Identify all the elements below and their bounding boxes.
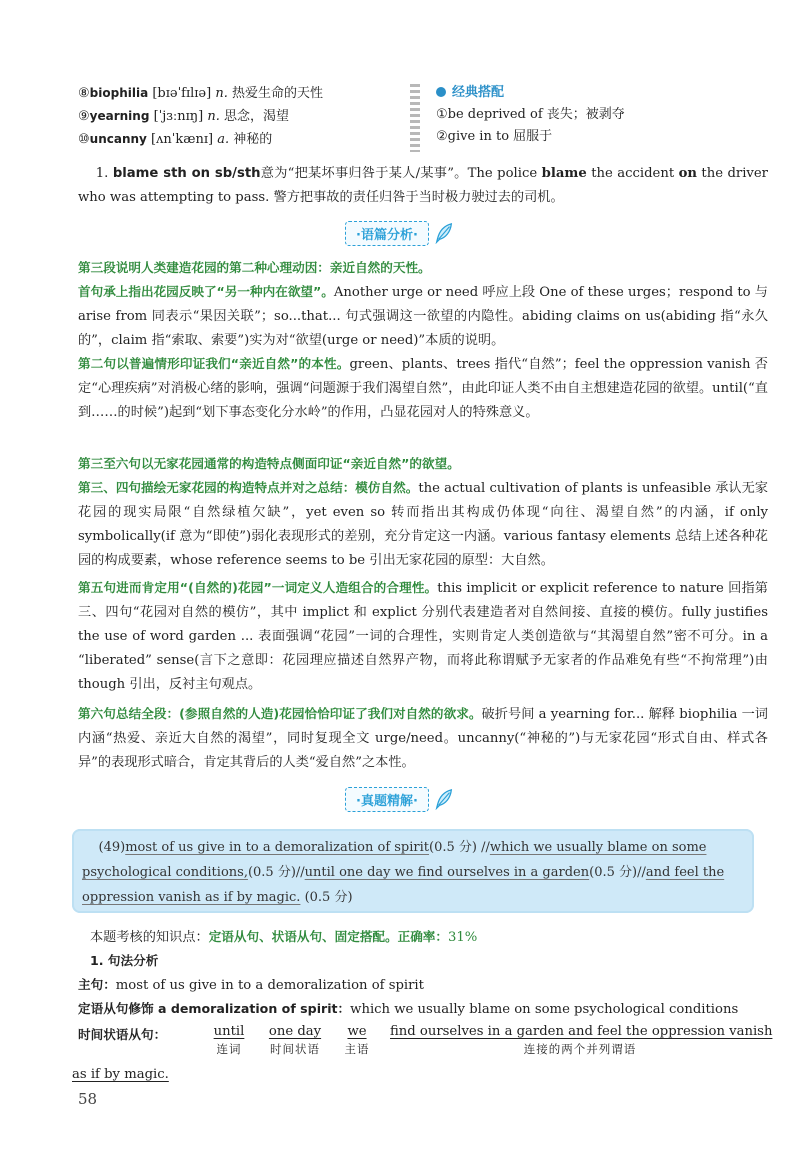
analysis-highlight: 第五句进而肯定用“(自然的)花园”一词定义人造组合的合理性。	[78, 580, 438, 595]
answer-segment: and feel the oppression vanish as if by magic.	[82, 865, 725, 905]
note-explain: 意为“把某坏事归咎于某人/某事”。The police	[260, 166, 542, 181]
answer-score: (0.5 分)	[429, 840, 477, 855]
attributive-text: which we usually blame on some psychological conditions	[350, 1002, 739, 1017]
temporal-role: 时间状语	[270, 1042, 320, 1056]
temporal-part	[204, 1024, 254, 1057]
section-label: ·真题精解·	[345, 787, 429, 812]
collocation-heading	[436, 82, 736, 104]
temporal-word: one day	[268, 1024, 322, 1039]
answer-score: (0.5 分)	[589, 865, 638, 880]
note-bold: on	[678, 166, 697, 181]
accuracy-rate: 31%	[447, 930, 478, 945]
vocab-word: biophilia	[89, 86, 149, 100]
analysis-text: green、plants、trees 指代“自然”；feel the oppression vanish 否定“心理疾病”对消极心绪的影响，强调“问题源于我们渴望自然”，由此印证人类不由自主想建造花园的欲望。until(“直到……的时候”)起到“划下事态变化分水岭”的作用，凸显花园对人的特殊意义。	[78, 357, 768, 420]
temporal-part	[260, 1024, 330, 1057]
temporal-role: 连接的两个并列谓语	[523, 1042, 637, 1056]
temporal-role: 连词	[216, 1042, 242, 1056]
temporal-label: 时间状语从句：	[78, 1027, 167, 1042]
temporal-part	[342, 1024, 372, 1057]
analysis-text: 破折号间 a yearning for... 解释 biophilia 一词内涵“热爱、亲近大自然的渴望”，同时复现全文 urge/need。uncanny(“神秘的”)与无家花园“形式自由、样式各异”的表现形式暗合，肯定其背后的人类“爱自然”之本性。	[78, 707, 768, 770]
wavy-divider	[410, 84, 420, 152]
temporal-word: until	[213, 1024, 245, 1039]
vocab-num: ⑧	[78, 86, 90, 101]
vocab-word: yearning	[89, 109, 150, 123]
main-clause	[78, 974, 424, 997]
answer-box	[72, 829, 754, 913]
points-label: 本题考核的知识点：	[90, 930, 209, 945]
temporal-tail: as if by magic.	[72, 1067, 169, 1082]
note-phrase: blame sth on sb/sth	[112, 166, 261, 181]
answer-segment: until one day we find ourselves in a garden	[304, 865, 590, 880]
section-heading-analysis	[300, 220, 500, 246]
knowledge-points	[90, 926, 477, 949]
analysis-paragraph	[78, 702, 768, 775]
vocab-item	[78, 105, 398, 128]
feather-pen-icon	[433, 788, 455, 810]
analysis-paragraph	[78, 352, 768, 425]
answer-segment: most of us give in to a demoralization of spirit	[125, 840, 430, 855]
vocab-meaning: 神秘的	[233, 132, 273, 147]
note-paragraph	[78, 162, 768, 210]
vocab-pos: n.	[215, 86, 228, 101]
vocab-list	[78, 82, 398, 151]
answer-score: (0.5 分)	[300, 890, 353, 905]
points-text: 定语从句、状语从句、固定搭配。正确率：	[208, 929, 448, 944]
vocab-meaning: 热爱生命的天性	[232, 86, 324, 101]
bullet-dot-icon	[436, 87, 446, 97]
answer-segment: which we usually blame on some psychological conditions,	[82, 840, 707, 880]
vocab-meaning: 思念，渴望	[224, 109, 290, 124]
analysis-paragraph	[78, 280, 768, 353]
analysis-paragraph	[78, 476, 768, 573]
collocation-title: 经典搭配	[452, 85, 505, 100]
analysis-summary: 第三至六句以无家花园通常的构造特点侧面印证“亲近自然”的欲望。	[78, 456, 460, 471]
note-num: 1.	[95, 166, 109, 181]
analysis-highlight: 第三、四句描绘无家花园的构造特点并对之总结：模仿自然。	[78, 480, 419, 495]
section-heading-answer	[300, 786, 500, 812]
analysis-summary: 第三段说明人类建造花园的第二种心理动因：亲近自然的天性。	[78, 260, 431, 275]
note-bold: blame	[541, 166, 587, 181]
attributive-clause	[78, 998, 738, 1021]
collocation-list	[436, 82, 736, 148]
vocab-word: uncanny	[89, 132, 147, 146]
temporal-role: 主语	[344, 1042, 370, 1056]
analysis-text: Another urge or need 呼应上段 One of these urges；respond to 与 arise from 同表示“果因关联”；so...that... 句式强调这一欲望的内隐性。abiding claims on us(abiding 指“永久的”，claim 指“索取、索要”)实为对“欲望(urge or need)”本质的说明。	[78, 285, 768, 348]
analysis-highlight: 第六句总结全段：(参照自然的人造)花园恰恰印证了我们对自然的欲求。	[78, 706, 482, 721]
note-text: the driver who was attempting to pass. 警方把事故的责任归咎于当时极力驶过去的司机。	[78, 166, 768, 205]
vocab-pos: n.	[207, 109, 220, 124]
temporal-word: find ourselves in a garden and feel the oppression vanish	[390, 1024, 773, 1039]
temporal-word: we	[347, 1024, 367, 1039]
note-text: the accident	[586, 166, 679, 181]
analysis-paragraph	[78, 576, 768, 697]
feather-pen-icon	[433, 222, 455, 244]
collocation-item: ①be deprived of 丧失；被剥夺	[436, 107, 625, 122]
vocab-pos: a.	[217, 132, 230, 147]
collocation-item: ②give in to 屈服于	[436, 129, 553, 144]
answer-text: (49)most of us give in to a demoralization of spirit(0.5 分) //which we usually blame on some psychological conditions,(0.5 分)//until one day we find ourselves in a garden(0.5 分)//and feel the oppression vanish as if by magic. (0.5 分)	[82, 840, 725, 905]
syntax-title: 1. 句法分析	[90, 953, 159, 968]
answer-num: (49)	[98, 840, 126, 855]
vocab-num: ⑩	[78, 132, 90, 147]
section-label: ·语篇分析·	[345, 221, 429, 246]
vocab-item	[78, 128, 398, 151]
analysis-highlight: 第二句以普遍情形印证我们“亲近自然”的本性。	[78, 356, 350, 371]
temporal-part	[390, 1024, 773, 1057]
analysis-highlight: 首句承上指出花园反映了“另一种内在欲望”。	[78, 284, 334, 299]
page-number: 58	[78, 1090, 98, 1108]
main-clause-label: 主句：	[78, 977, 116, 992]
vocab-num: ⑨	[78, 109, 90, 124]
analysis-text: this implicit or explicit reference to nature 回指第三、四句“花园对自然的模仿”，其中 implict 和 explict 分别代表建造者对自然间接、直接的模仿。fully justifies the use of word garden ... 表面强调“花园”一词的合理性，实则肯定人类创造欲与“其渴望自然”密不可分。in a “liberated” sense(言下之意即：花园理应描述自然界产物，而将此称谓赋予无家者的作品难免有些“不拘常理”)由 though 引出，反衬主句观点。	[78, 581, 768, 692]
vocab-phonetic: [ʌnˈkænɪ]	[151, 132, 214, 147]
vocab-phonetic: [bɪəˈfɪlɪə]	[152, 86, 212, 101]
vocabulary-block	[78, 82, 718, 154]
vocab-item	[78, 82, 398, 105]
main-clause-text: most of us give in to a demoralization of spirit	[115, 978, 424, 993]
analysis-text: the actual cultivation of plants is unfeasible 承认无家花园的现实局限“自然绿植欠缺”，yet even so 转而指出其构成仍体现“向往、渴望自然”的内涵，if only symbolically(if 意为“即使”)弱化表现形式的差别，充分肯定这一内涵。various fantasy elements 总结上述各种花园的构成要素，whose reference seems to be 引出无家花园的原型：大自然。	[78, 481, 768, 568]
answer-score: (0.5 分)	[247, 865, 296, 880]
vocab-phonetic: [ˈjɜːnɪŋ]	[153, 109, 204, 124]
answer-separator: //	[476, 840, 490, 855]
attributive-label: 定语从句修饰 a demoralization of spirit：	[78, 1001, 351, 1016]
temporal-clause	[78, 1024, 778, 1064]
